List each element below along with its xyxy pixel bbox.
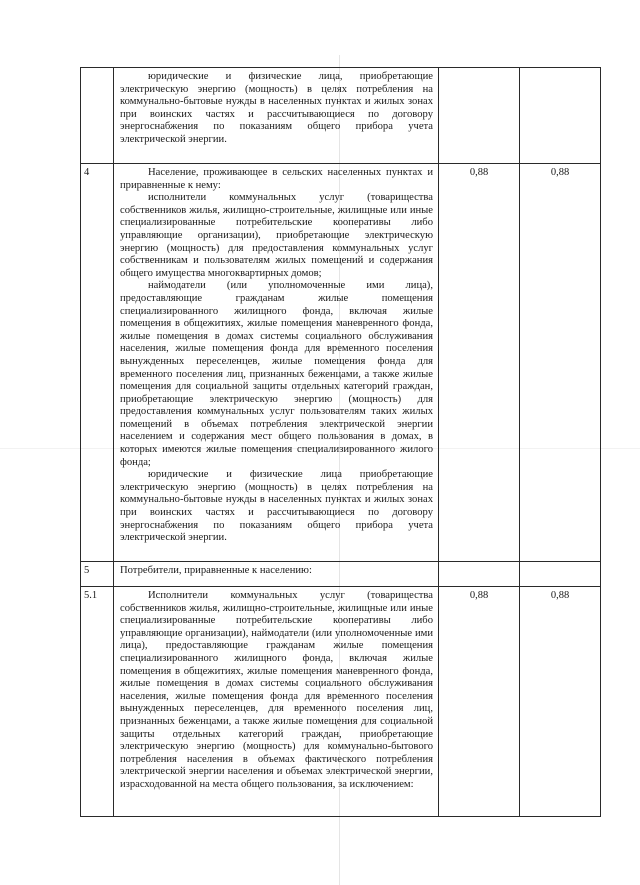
row-number: 5 [81,562,114,587]
row-value-1 [439,562,520,587]
row-description [114,68,439,164]
row-number [81,68,114,164]
row-value-2: 0,88 [520,164,601,562]
paragraph: Потребители, приравненные к населению: [120,565,312,576]
row-value-1: 0,88 [439,164,520,562]
paragraph: исполнители коммунальных услуг (товарищества собственников жилья, жилищно-строительные, жилищные или иные специализированные потребительские кооперативы либо управляющие организации), приобретающие электрическую энергию (мощность) для предоставления коммунальных услуг собственникам и пользователям жилых помещений и содержания общего имущества многоквартирных домов; [120,192,433,279]
paragraph: Население, проживающее в сельских населенных пунктах и приравненные к нему: [120,167,433,191]
paragraph: юридические и физические лица, приобретающие электрическую энергию (мощность) в целях потребления на коммунально-бытовые нужды в населенных пунктах и жилых зонах при воинских частях и рассчитывающиеся по договору энергоснабжения по показаниям общего прибора учета электрической энергии. [120,71,433,145]
row-description [114,587,439,817]
table-row [81,562,601,587]
row-description [114,164,439,562]
row-value-2: 0,88 [520,587,601,817]
paragraph: юридические и физические лица приобретающие электрическую энергию (мощность) в целях потребления на коммунально-бытовые нужды в населенных пунктах и жилых зонах при воинских частях и рассчитывающиеся по договору энергоснабжения по показаниям общего прибора учета электрической энергии. [120,469,433,544]
table-row [81,587,601,817]
row-value-2 [520,562,601,587]
table-row [81,164,601,562]
row-number: 4 [81,164,114,562]
row-description [114,562,439,587]
paragraph: Исполнители коммунальных услуг (товарищества собственников жилья, жилищно-строительные, жилищные или иные специализированные потребительские кооперативы либо управляющие организации), наймодатели (или уполномоченные ими лица), предоставляющие гражданам жилые помещения специализированного жилищного фонда, включая жилые помещения в общежитиях, жилые помещения маневренного фонда, жилые помещения в домах системы социального обслуживания населения, жилые помещения фонда для временного поселения вынужденных переселенцев, для временного поселения лиц, признанных беженцами, а также жилые помещения для социальной защиты отдельных категорий граждан, приобретающие электрическую энергию (мощность) для коммунально-бытового потребления населения в объемах фактического потребления электрической энергии населения и объемах электрической энергии, израсходованной на места общего пользования, за исключением: [120,590,433,790]
row-value-1 [439,68,520,164]
table-row [81,68,601,164]
tariff-table [80,67,601,817]
row-number: 5.1 [81,587,114,817]
row-value-2 [520,68,601,164]
row-value-1: 0,88 [439,587,520,817]
paragraph: наймодатели (или уполномоченные ими лица), предоставляющие гражданам жилые помещения специализированного жилищного фонда, включая жилые помещения в общежитиях, жилые помещения маневренного фонда, жилые помещения в домах системы социального обслуживания населения, жилые помещения фонда для временного поселения вынужденных переселенцев, жилые помещения фонда для временного поселения лиц, признанных беженцами, а также жилые помещения для социальной защиты отдельных категорий граждан, приобретающие электрическую энергию (мощность) для предоставления коммунальных услуг пользователям таких жилых помещений в объемах потребления электрической энергии населением и содержания мест общего пользования в домах, в которых имеются жилые помещения специализированного жилого фонда; [120,280,433,468]
